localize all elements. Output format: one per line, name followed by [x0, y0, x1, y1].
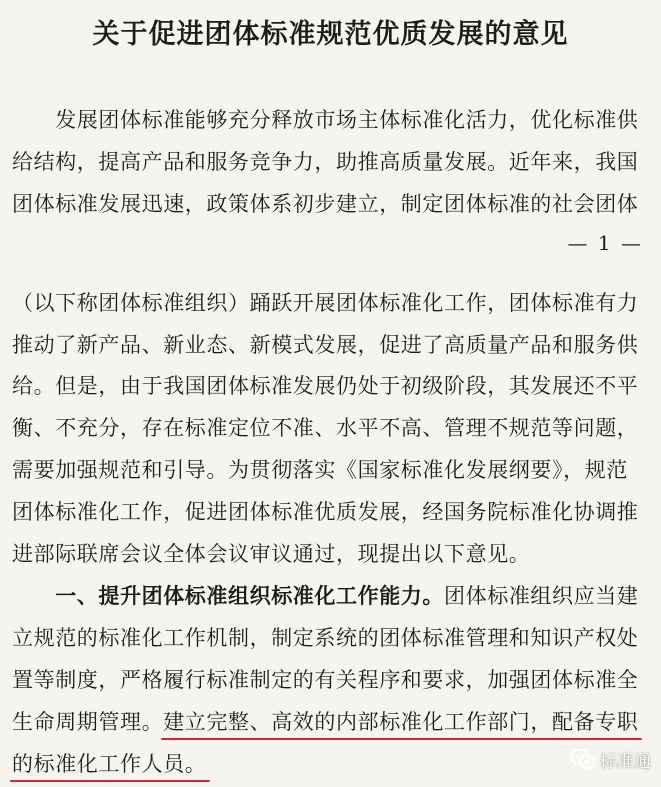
paragraph-line: 团体标准化工作，促进团体标准优质发展，经国务院标准化协调推 — [12, 500, 639, 524]
paragraph-line: 发展团体标准能够充分释放市场主体标准化活力，优化标准供 — [12, 108, 639, 132]
watermark — [570, 744, 651, 774]
section-line — [12, 581, 652, 611]
paragraph-line: 进部际联席会议全体会议审议通过，现提出以下意见。 — [12, 542, 531, 566]
section-line — [12, 707, 652, 737]
paragraph-line: 团体标准发展迅速，政策体系初步建立，制定团体标准的社会团体 — [12, 192, 639, 216]
highlighted-text: 的标准化工作人员。 — [12, 749, 206, 779]
paragraph-line: 需要加强规范和引导。为贯彻落实《国家标准化发展纲要》，规范 — [12, 458, 628, 482]
watermark-text: 标准通 — [600, 751, 651, 772]
page-number: — 1 — — [567, 231, 643, 255]
section-line — [12, 749, 652, 779]
section-text: 团体标准组织应当建 — [444, 584, 639, 608]
paragraph-line: 置等制度，严格履行标准制定的有关程序和要求，加强团体标准全 — [12, 668, 639, 692]
wechat-icon — [570, 748, 596, 770]
highlighted-text: 建立完整、高效的内部标准化工作部门，配备专职 — [163, 707, 638, 737]
paragraph-line: （以下称团体标准组织）踊跃开展团体标准化工作，团体标准有力 — [12, 291, 639, 315]
indent — [12, 584, 55, 608]
paragraph-line: 立规范的标准化工作机制，制定系统的团体标准管理和知识产权处 — [12, 626, 639, 650]
paragraph-line: 给。但是，由于我国团体标准发展仍处于初级阶段，其发展还不平 — [12, 374, 639, 398]
paragraph-line: 给结构，提高产品和服务竞争力，助推高质量发展。近年来，我国 — [12, 150, 639, 174]
section-heading: 一、提升团体标准组织标准化工作能力。 — [55, 583, 445, 608]
section-text: 生命周期管理。 — [12, 710, 164, 734]
document-title: 关于促进团体标准规范优质发展的意见 — [92, 19, 569, 50]
paragraph-line: 衡、不充分，存在标准定位不准、水平不高、管理不规范等问题， — [12, 416, 639, 440]
paragraph-line: 推动了新产品、新业态、新模式发展，促进了高质量产品和服务供 — [12, 333, 639, 357]
